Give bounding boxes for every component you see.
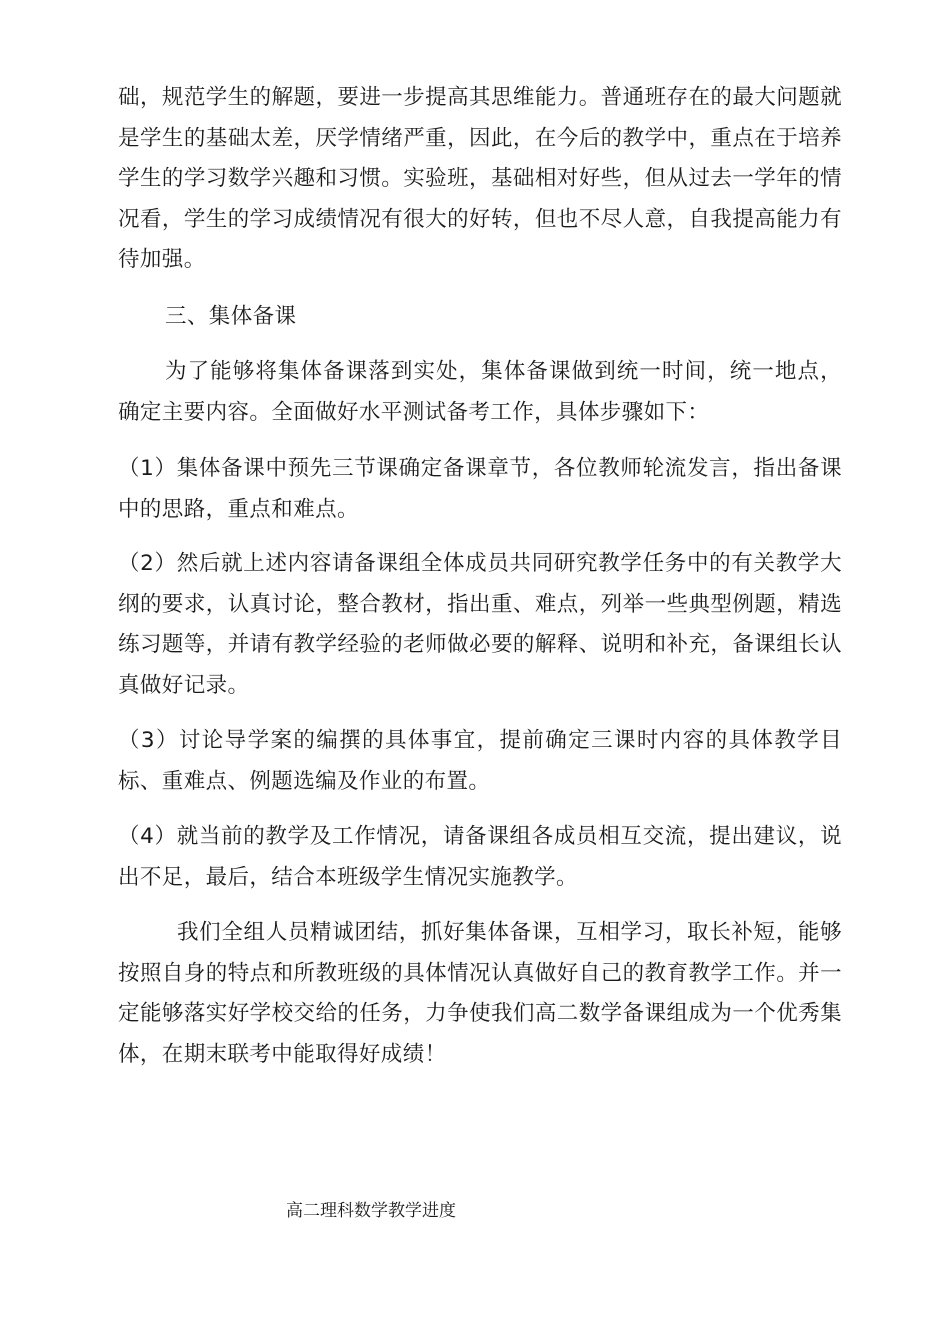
section-heading: 三、集体备课 xyxy=(165,304,297,329)
footer-title: 高二理科数学教学进度 xyxy=(286,1201,456,1221)
step-item-3: （3）讨论导学案的编撰的具体事宜，提前确定三课时内容的具体教学目标、重难点、例题选编及作业的布置。 xyxy=(118,728,842,794)
intro-paragraph: 础，规范学生的解题，要进一步提高其思维能力。普通班存在的最大问题就是学生的基础太差，厌学情绪严重，因此，在今后的教学中，重点在于培养学生的学习数学兴趣和习惯。实验班，基础相对好些，但从过去一学年的情况看，学生的学习成绩情况有很大的好转，但也不尽人意，自我提高能力有待加强。 xyxy=(118,85,842,272)
closing-paragraph: 我们全组人员精诚团结，抓好集体备课，互相学习，取长补短，能够按照自身的特点和所教班级的具体情况认真做好自己的教育教学工作。并一定能够落实好学校交给的任务，力争使我们高二数学备课组成为一个优秀集体，在期末联考中能取得好成绩！ xyxy=(118,920,842,1067)
step-item-1: （1）集体备课中预先三节课确定备课章节，各位教师轮流发言，指出备课中的思路，重点和难点。 xyxy=(118,456,842,522)
setup-paragraph: 为了能够将集体备课落到实处，集体备课做到统一时间，统一地点，确定主要内容。全面做好水平测试备考工作，具体步骤如下： xyxy=(118,359,842,425)
step-item-2: （2）然后就上述内容请备课组全体成员共同研究教学任务中的有关教学大纲的要求，认真讨论，整合教材，指出重、难点，列举一些典型例题，精选练习题等，并请有教学经验的老师做必要的解释、说明和补充，备课组长认真做好记录。 xyxy=(118,551,842,698)
step-item-4: （4）就当前的教学及工作情况，请备课组各成员相互交流，提出建议，说出不足，最后，结合本班级学生情况实施教学。 xyxy=(118,824,842,890)
